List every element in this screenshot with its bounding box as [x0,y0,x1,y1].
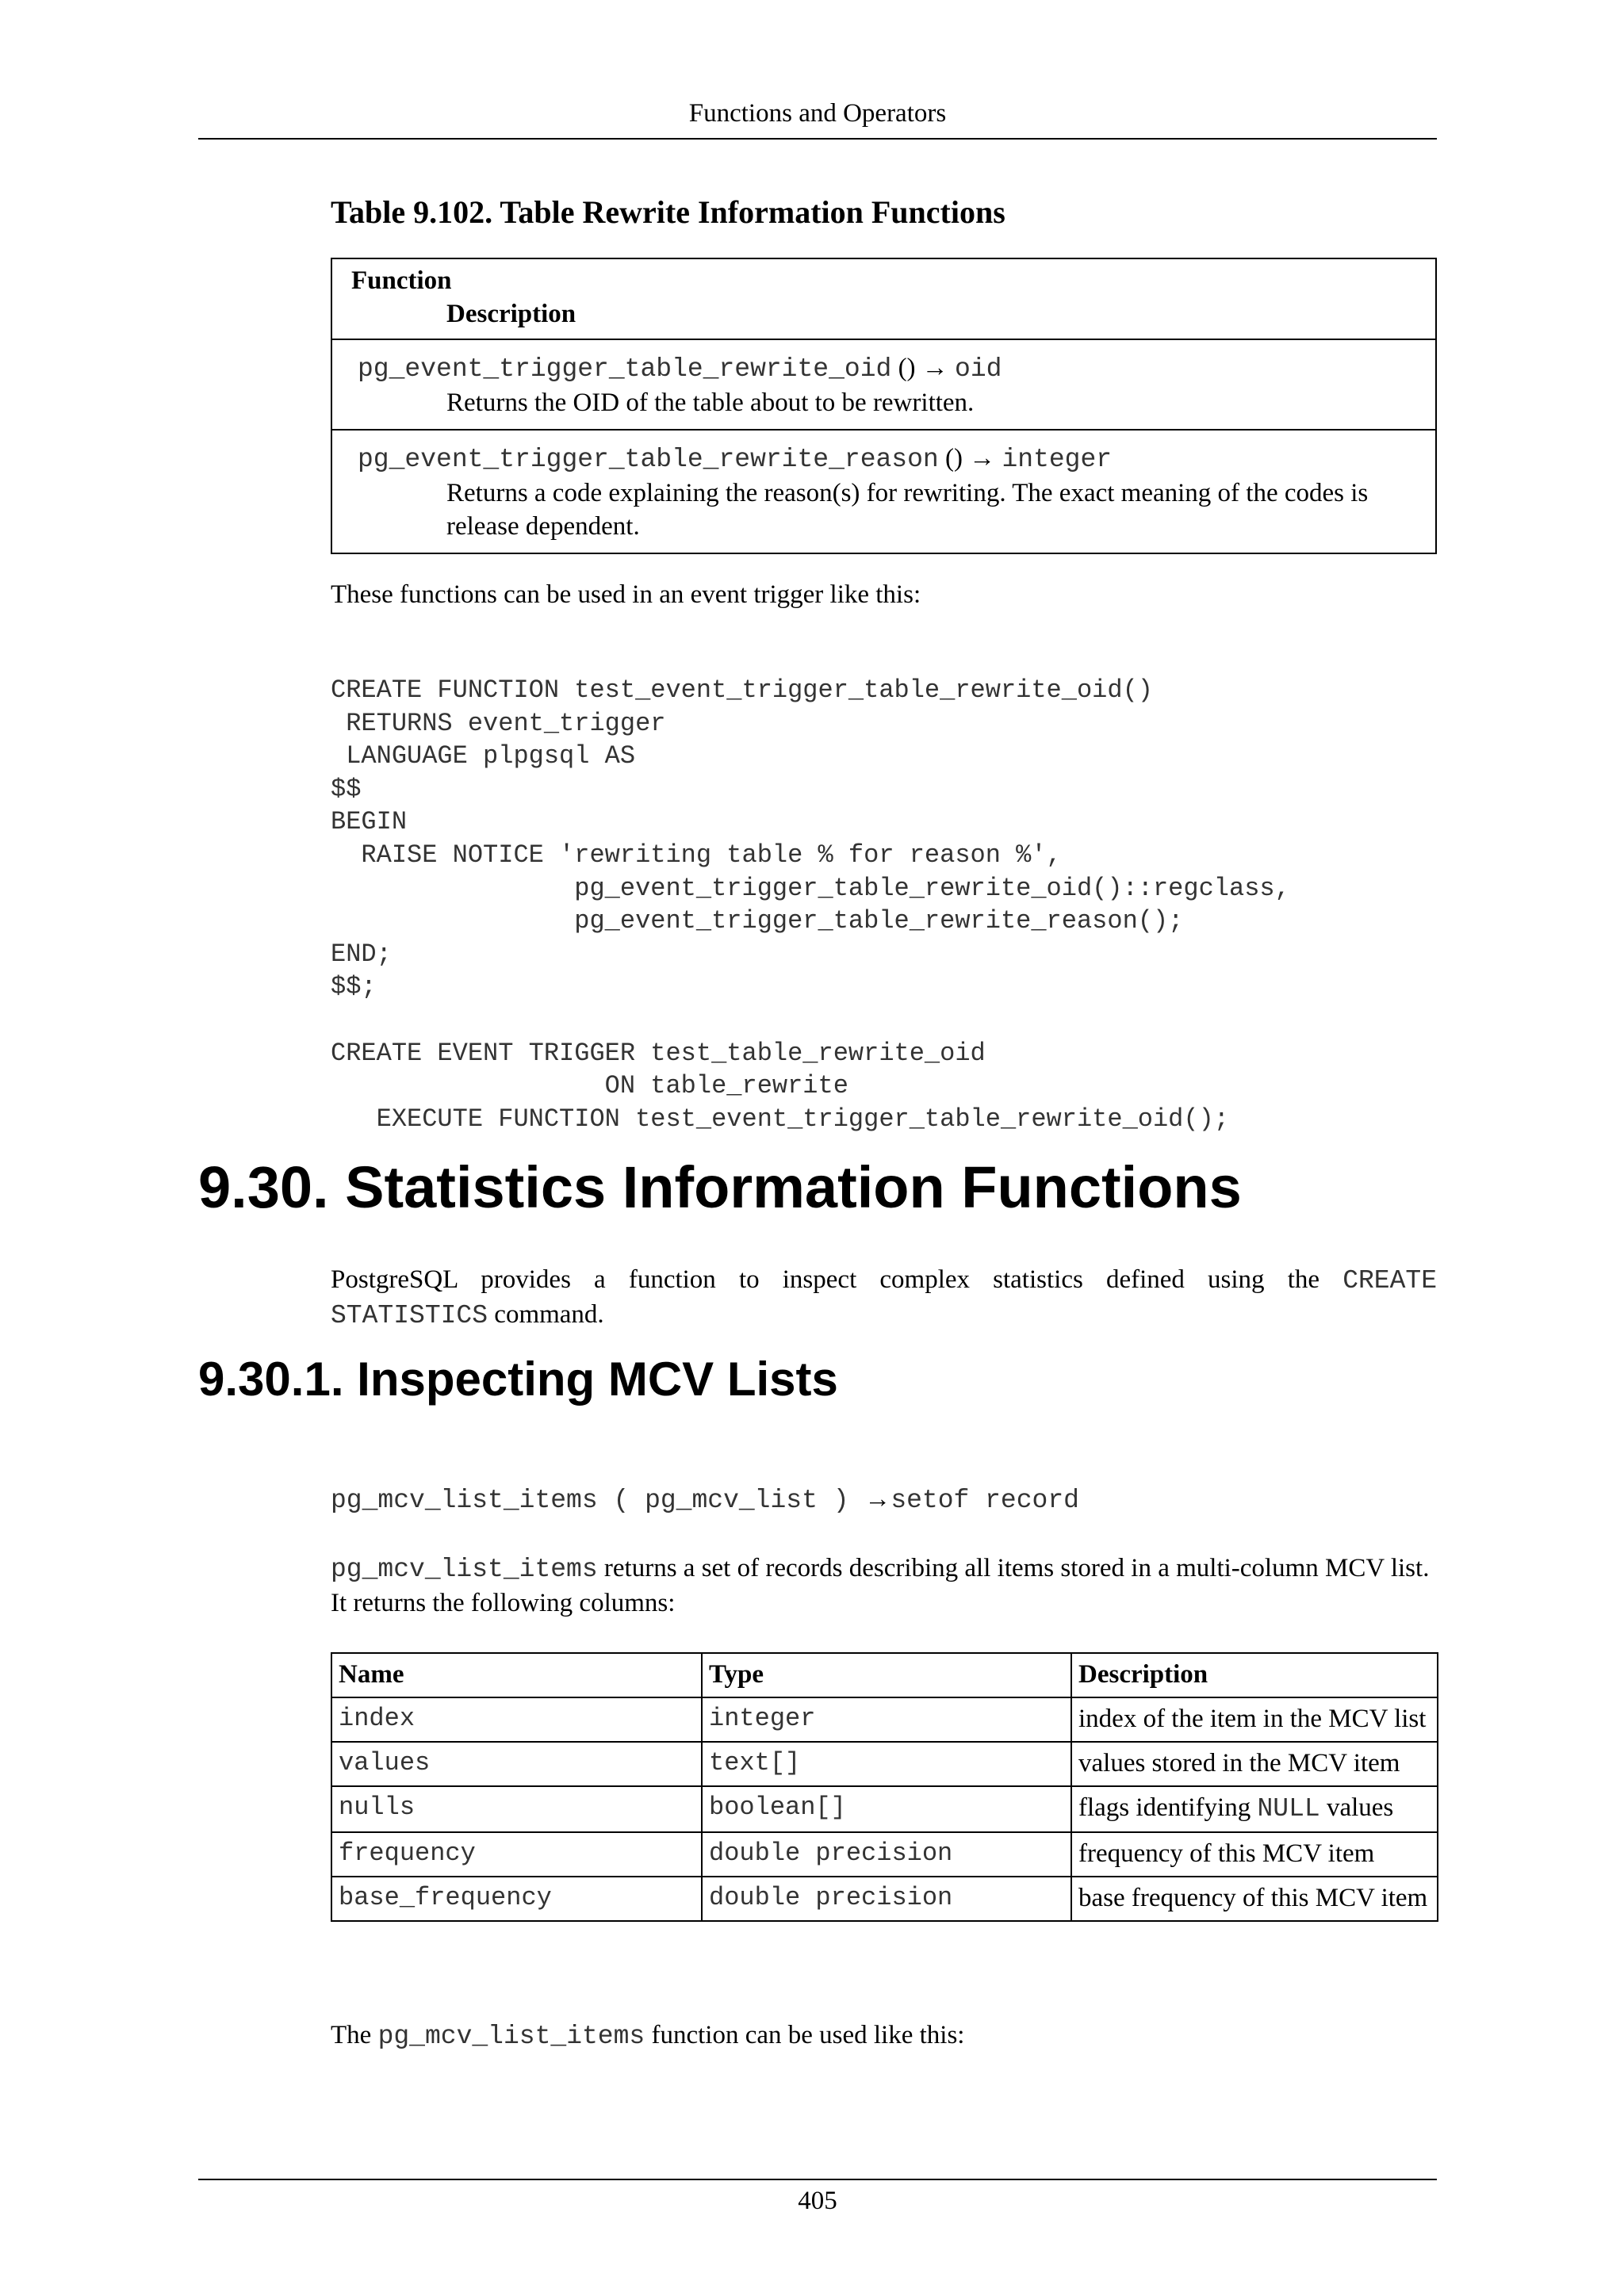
function-signature [358,351,1423,386]
synopsis-arrow: → [864,1485,891,1513]
function-return-type: integer [1002,445,1113,474]
columns-table [331,1652,1438,1922]
function-row [332,429,1435,553]
column-header-description: Description [1071,1653,1438,1697]
cell-description: frequency of this MCV item [1071,1832,1438,1877]
usage-post: function can be used like this: [645,2021,965,2049]
cell-type: double precision [702,1877,1071,1921]
synopsis-returns: setof record [891,1486,1079,1515]
function-name: pg_event_trigger_table_rewrite_oid [358,354,892,384]
intro-code-statistics: STATISTICS [331,1301,488,1330]
section-intro-line-2 [331,1298,1437,1333]
function-signature [358,442,1423,476]
columns-table-header-row [331,1653,1438,1697]
function-synopsis [331,1483,1079,1517]
section-intro [331,1263,1437,1333]
column-header-name: Name [331,1653,702,1697]
cell-description: values stored in the MCV item [1071,1742,1438,1786]
footer-rule [198,2179,1437,2180]
function-description: Returns a code explaining the reason(s) for rewriting. The exact meaning of the codes is release dependent. [446,479,1369,541]
usage-code: pg_mcv_list_items [377,2022,645,2051]
usage-pre: The [331,2021,378,2049]
table-row [331,1697,1438,1742]
section-intro-line-1 [331,1263,1437,1298]
function-description: Returns the OID of the table about to be rewritten. [446,388,975,417]
cell-description [1071,1786,1438,1832]
cell-name: values [331,1742,702,1786]
table-caption: Table 9.102. Table Rewrite Information Functions [331,194,1005,230]
code-example: CREATE FUNCTION test_event_trigger_table_rewrite_oid() RETURNS event_trigger LANGUAGE plpgsql AS $$ BEGIN RAISE NOTICE 'rewriting table % for reason %', pg_event_trigger_table_rewrite_oid()::regclass, pg_event_trigger_table_rewrite_reason(); END; $$; CREATE EVENT TRIGGER test_table_rewrite_oid ON table_rewrite EXECUTE FUNCTION test_event_trigger_table_rewrite_oid(); [331,675,1290,1134]
mcv-description-paragraph [331,1552,1437,1620]
running-header: Functions and Operators [198,95,1437,140]
function-parens-arrow: () → [938,444,1002,473]
event-trigger-paragraph: These functions can be used in an event trigger like this: [331,580,921,609]
cell-type: text[] [702,1742,1071,1786]
intro-code-create: CREATE [1342,1266,1438,1295]
table-row [331,1877,1438,1921]
synopsis-code: pg_mcv_list_items ( pg_mcv_list ) [331,1486,865,1515]
function-table [331,258,1437,554]
column-header-type: Type [702,1653,1071,1697]
intro-text-command: command. [488,1300,604,1329]
cell-name: frequency [331,1832,702,1877]
subsection-title: 9.30.1. Inspecting MCV Lists [198,1353,838,1406]
cell-description-pre: flags identifying [1078,1793,1258,1822]
function-row [332,340,1435,429]
cell-type: boolean[] [702,1786,1071,1832]
table-row [331,1742,1438,1786]
usage-paragraph [331,2019,1437,2053]
function-name: pg_event_trigger_table_rewrite_reason [358,445,939,474]
cell-type: integer [702,1697,1071,1742]
function-parens-arrow: () → [891,354,956,382]
cell-name: nulls [331,1786,702,1832]
section-title: 9.30. Statistics Information Functions [198,1154,1242,1220]
mcv-description-text: returns a set of records describing all items stored in a multi-column MCV list. It returns the following columns: [331,1554,1430,1617]
header-function-label: Function [351,266,452,295]
cell-type: double precision [702,1832,1071,1877]
function-table-header [332,259,1435,340]
intro-text: PostgreSQL provides a function to inspect complex statistics defined using the [331,1265,1320,1294]
cell-name: base_frequency [331,1877,702,1921]
header-description-label: Description [446,300,576,328]
function-return-type: oid [955,354,1002,384]
cell-description-post: values [1320,1793,1394,1822]
page-number: 405 [798,2187,837,2215]
table-row [331,1786,1438,1832]
cell-description: index of the item in the MCV list [1071,1697,1438,1742]
table-row [331,1832,1438,1877]
cell-description: base frequency of this MCV item [1071,1877,1438,1921]
cell-name: index [331,1697,702,1742]
cell-description-code: NULL [1257,1794,1320,1823]
mcv-function-name: pg_mcv_list_items [331,1555,598,1584]
